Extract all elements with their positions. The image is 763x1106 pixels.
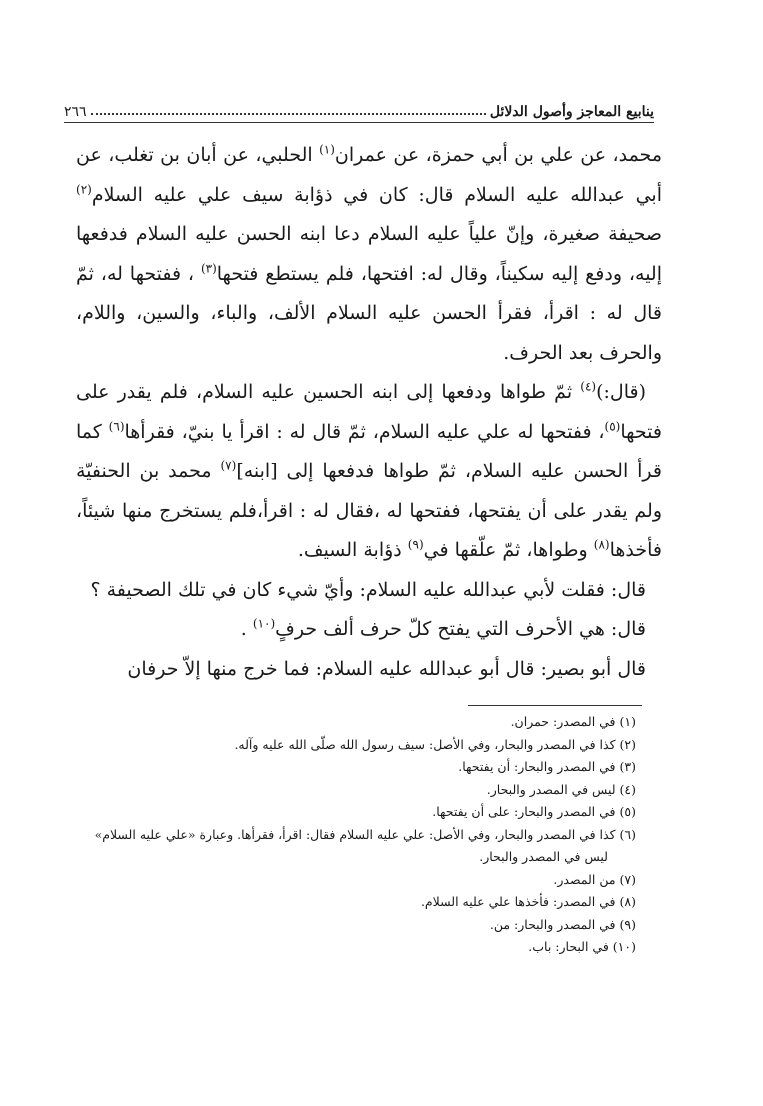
footnote-6-continued: ليس في المصدر والبحار. — [479, 849, 608, 864]
footnote-ref: (٦) — [108, 419, 125, 434]
main-text — [76, 136, 662, 689]
footnote-ref: (٥) — [604, 419, 621, 434]
footnote-7: (٧) من المصدر. — [553, 871, 636, 887]
footnote-ref: (٢) — [76, 182, 92, 197]
footnote-ref: (١) — [319, 142, 335, 157]
footnote-4: (٤) ليس في المصدر والبحار. — [486, 781, 636, 797]
footnotes — [76, 711, 648, 959]
footnote-6: (٦) كذا في المصدر والبحار، وفي الأصل: علي عليه السلام فقال: اقرأ، فقرأها. وعبارة «علي عليه السلام» — [94, 826, 636, 842]
page-number: ٢٦٦ — [64, 104, 87, 120]
footnote-ref: (٧) — [220, 458, 237, 473]
footnote-ref: (٤) — [580, 379, 597, 394]
paragraph-5: قال أبو بصير: قال أبو عبدالله عليه السلام: فما خرج منها إلاّ حرفان — [127, 657, 646, 680]
header-rule — [64, 122, 654, 123]
footnote-separator — [468, 705, 642, 706]
footnote-5: (٥) في المصدر والبحار: على أن يفتحها. — [432, 804, 636, 819]
footnote-1: (١) في المصدر: حمران. — [510, 714, 636, 729]
footnote-ref: (١٠) — [252, 616, 276, 631]
paragraph-4: قال: هي الأحرف التي يفتح كلّ حرف ألف حرفٍ$^{(١٠)}$ . — [240, 616, 646, 640]
header-dot-leader — [91, 113, 486, 115]
footnote-2: (٢) كذا في المصدر والبحار، وفي الأصل: سيف رسول الله صلّى الله عليه وآله. — [234, 736, 636, 752]
footnote-9: (٩) في المصدر والبحار: من. — [489, 916, 636, 932]
running-header — [64, 94, 654, 120]
footnote-3: (٣) في المصدر والبحار: أن يفتحها. — [458, 759, 636, 774]
footnote-10: (١٠) في البحار: باب. — [528, 939, 636, 954]
paragraph-3: قال: فقلت لأبي عبدالله عليه السلام: وأيّ شيء كان في تلك الصحيفة ؟ — [90, 578, 646, 601]
footnote-ref: (٨) — [593, 537, 610, 552]
footnote-ref: (٣) — [200, 261, 217, 276]
footnote-ref: (٩) — [407, 537, 424, 552]
paragraph-2: (قال:)$^{(٤)}$ ثمّ طواها ودفعها إلى ابنه الحسين عليه السلام، فلم يقدر على فتحها$^{(٥)}$، ففتحها له علي عليه السلام، ثمّ قال له : اقرأ يا بنيّ، فقرأها$^{(٦)}$ كما قرأ الحسن عليه السلام، ثمّ طواها فدفعها إلى [ابنه]$^{(٧)}$ محمد بن الحنفيّة ولم يقدر على أن يفتحها، ففتحها له ،فقال له : اقرأ،فلم يستخرج منها شيئاً، فأخذها$^{(٨)}$ وطواها، ثمّ علّقها في$^{(٩)}$ ذؤابة السيف. — [76, 379, 662, 561]
book-title: ينابيع المعاجز وأصول الدلائل — [489, 104, 654, 120]
paragraph-1: محمد، عن علي بن أبي حمزة، عن عمران$^{(١)}$ الحلبي، عن أبان بن تغلب، عن أبي عبدالله عليه السلام قال: كان في ذؤابة سيف علي عليه السلام$^{(٢)}$ صحيفة صغيرة، وإنّ علياً عليه السلام دعا ابنه الحسن عليه السلام فدفعها إليه، ودفع إليه سكيناً، وقال له: افتحها، فلم يستطع فتحها$^{(٣)}$ ، ففتحها له، ثمّ قال له : اقرأ، فقرأ الحسن عليه السلام الألف، والباء، والسين، واللام، والحرف بعد الحرف. — [76, 142, 662, 364]
footnote-8: (٨) في المصدر: فأخذها علي عليه السلام. — [420, 894, 636, 909]
